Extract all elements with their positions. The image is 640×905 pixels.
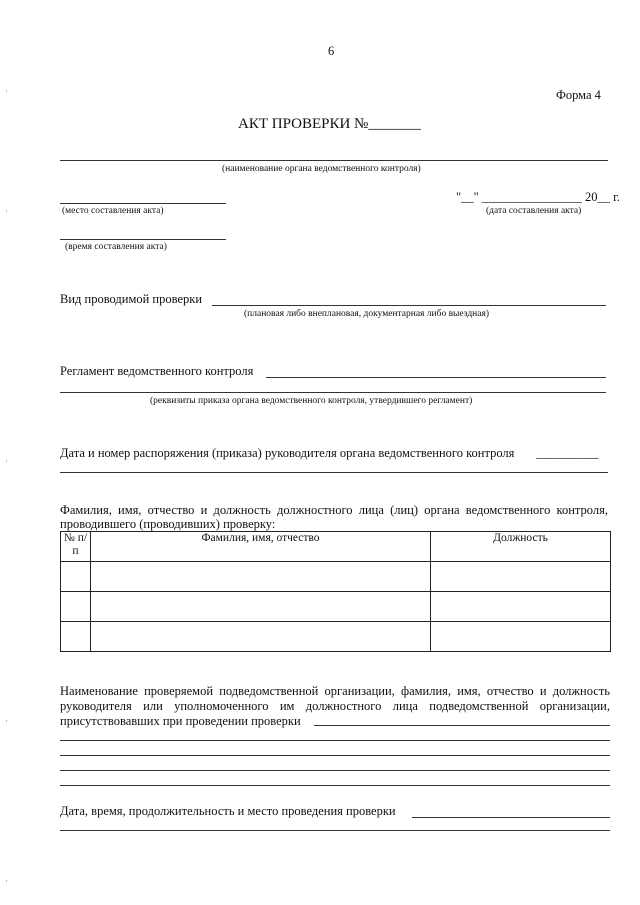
time-hint: (время составления акта) [65, 242, 167, 252]
act-title: АКТ ПРОВЕРКИ №_______ [238, 116, 421, 132]
row-number-cell[interactable] [61, 622, 91, 652]
control-body-hint: (наименование органа ведомственного контроля) [222, 164, 421, 174]
datetime-label: Дата, время, продолжительность и место проведения проверки [60, 804, 396, 818]
inspection-type-hint: (плановая либо внеплановая, документарная либо выездная) [244, 309, 490, 319]
place-hint: (место составления акта) [62, 206, 164, 216]
regulation-hint: (реквизиты приказа органа ведомственного контроля, утвердившего регламент) [150, 396, 473, 406]
place-line[interactable] [60, 203, 226, 204]
inspection-type-line[interactable] [212, 305, 606, 306]
organization-line-2[interactable] [60, 755, 610, 756]
datetime-line-1[interactable] [412, 817, 610, 818]
row-name-cell[interactable] [91, 592, 431, 622]
col-number-header: № п/п [61, 532, 91, 562]
officials-intro: Фамилия, имя, отчество и должность должностного лица (лиц) органа ведомственного контроля, проводившего (проводивших) проверку: [60, 503, 608, 531]
scan-mark [6, 460, 7, 462]
col-name-header: Фамилия, имя, отчество [91, 532, 431, 562]
order-tail[interactable]: __________ [536, 446, 599, 460]
regulation-label: Регламент ведомственного контроля [60, 364, 254, 378]
organization-line-1[interactable] [60, 740, 610, 741]
regulation-line-1[interactable] [266, 377, 606, 378]
order-line[interactable] [60, 472, 608, 473]
organization-line-4[interactable] [60, 785, 610, 786]
table-row[interactable] [61, 622, 611, 652]
row-name-cell[interactable] [91, 622, 431, 652]
row-number-cell[interactable] [61, 592, 91, 622]
scan-mark [6, 720, 7, 722]
row-position-cell[interactable] [431, 592, 611, 622]
order-label: Дата и номер распоряжения (приказа) руководителя органа ведомственного контроля [60, 446, 515, 460]
table-row[interactable] [61, 592, 611, 622]
table-row[interactable] [61, 562, 611, 592]
date-value[interactable]: "__" ________________ 20__ г. [456, 190, 620, 204]
datetime-line-2[interactable] [60, 830, 610, 831]
organization-line-3[interactable] [60, 770, 610, 771]
time-line[interactable] [60, 239, 226, 240]
organization-line-0[interactable] [314, 725, 610, 726]
row-name-cell[interactable] [91, 562, 431, 592]
date-hint: (дата составления акта) [486, 206, 582, 216]
scan-mark [6, 210, 7, 212]
form-label: Форма 4 [556, 88, 601, 102]
col-position-header: Должность [431, 532, 611, 562]
row-position-cell[interactable] [431, 562, 611, 592]
table-header-row [61, 532, 611, 562]
officials-table [60, 531, 611, 652]
page-number: 6 [328, 44, 335, 58]
row-number-cell[interactable] [61, 562, 91, 592]
regulation-line-2[interactable] [60, 392, 606, 393]
scan-mark [6, 90, 7, 92]
control-body-line[interactable] [60, 160, 608, 161]
scan-mark [6, 880, 7, 882]
row-position-cell[interactable] [431, 622, 611, 652]
inspection-type-label: Вид проводимой проверки [60, 292, 203, 306]
organization-text: Наименование проверяемой подведомственной организации, фамилия, имя, отчество и должность руководителя или уполномоченного им должностного лица подведомственной организации, присутствовавших при проведении проверки [60, 684, 610, 728]
